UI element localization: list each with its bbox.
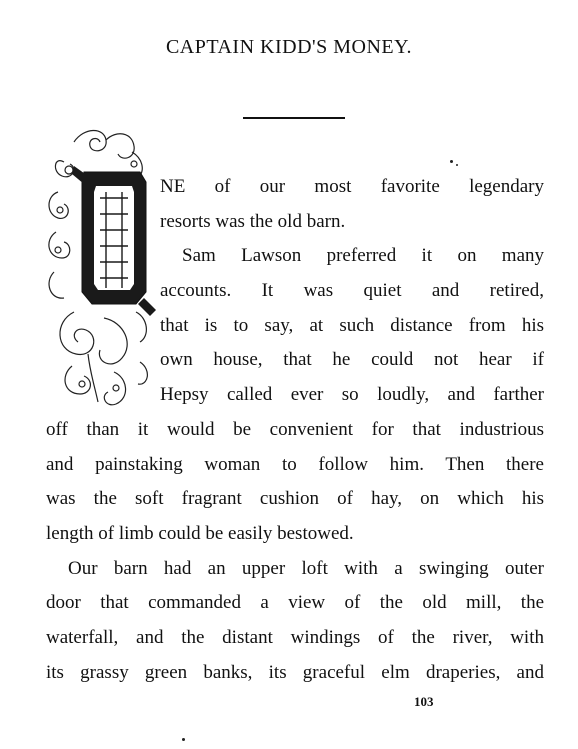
running-head-title: CAPTAIN KIDD'S MONEY.: [165, 36, 413, 58]
text-line: Hepsy called ever so loudly, and farther: [160, 384, 544, 406]
text-line: and painstaking woman to follow him. Then there: [46, 453, 544, 475]
text-line: own house, that he could not hear if: [160, 349, 544, 371]
scan-speck: [182, 738, 185, 741]
text-line: was the soft fragrant cushion of hay, on which his: [46, 488, 544, 510]
body-text: [46, 170, 544, 690]
scan-speck: [450, 160, 453, 163]
text-line: NE of our most favorite legendary: [160, 176, 544, 197]
text-line: that is to say, at such distance from his: [160, 314, 544, 336]
text-line: Our barn had an upper loft with a swinging outer: [68, 557, 544, 579]
text-line: off than it would be convenient for that industrious: [46, 418, 544, 440]
text-line: accounts. It was quiet and retired,: [160, 280, 544, 302]
text-line: door that commanded a view of the old mill, the: [46, 592, 544, 614]
page-number: 103: [414, 694, 434, 709]
text-line: Sam Lawson preferred it on many: [182, 245, 544, 267]
text-line: length of limb could be easily bestowed.: [46, 522, 354, 544]
text-line: its grassy green banks, its graceful elm draperies, and: [46, 661, 544, 683]
title-rule: [243, 117, 345, 119]
text-line: waterfall, and the distant windings of the river, with: [46, 626, 544, 648]
scan-speck: [456, 164, 458, 166]
text-line: resorts was the old barn.: [160, 210, 346, 232]
